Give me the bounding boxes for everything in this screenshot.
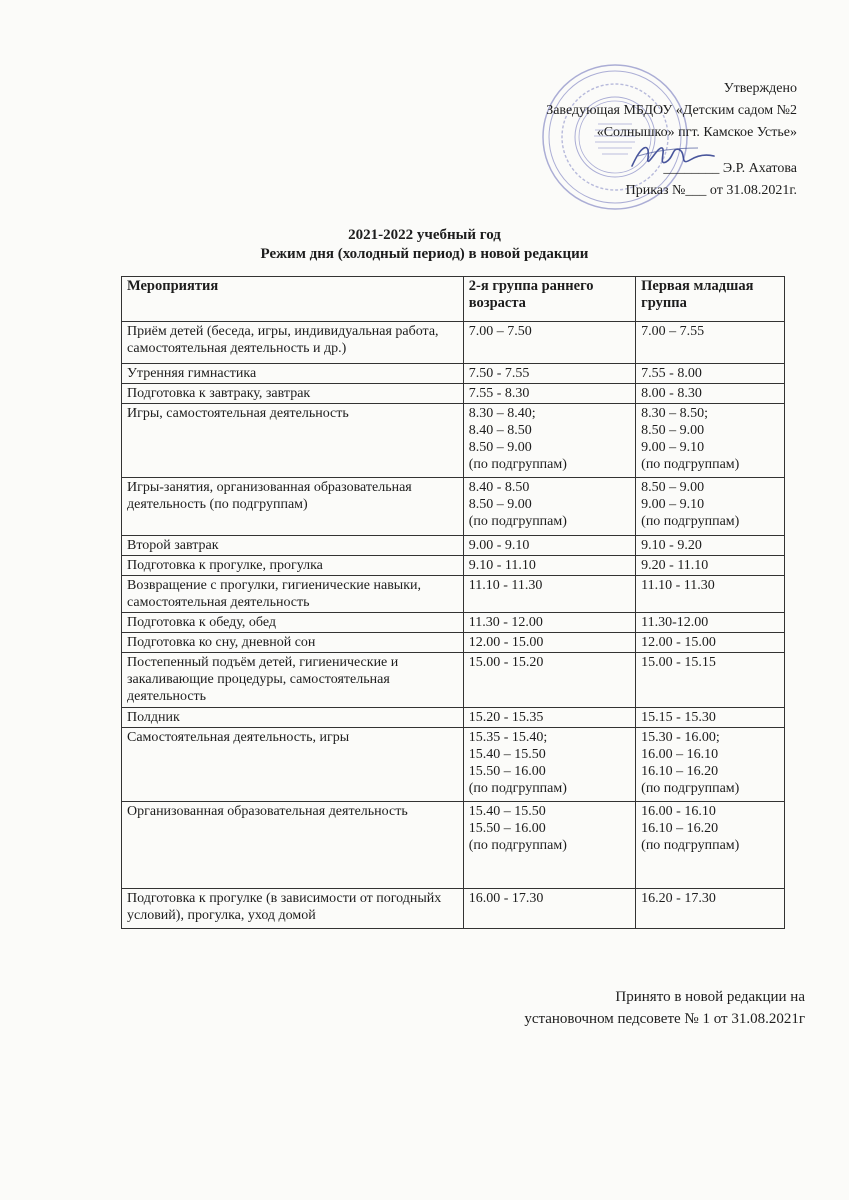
activity-cell: Постепенный подъём детей, гигиенические и закаливающие процедуры, самостоятельная деятельность xyxy=(122,653,464,708)
time-value: 8.50 – 9.00 xyxy=(641,423,705,438)
header-group-junior: Первая младшая группа xyxy=(636,277,785,322)
activity-cell: Подготовка ко сну, дневной сон xyxy=(122,633,464,653)
time-cell-early-group xyxy=(463,802,635,889)
table-row xyxy=(122,536,785,556)
time-value: 11.10 - 11.30 xyxy=(468,578,543,593)
time-cell-junior-group xyxy=(636,708,785,728)
time-value: 8.50 – 9.00 xyxy=(641,480,705,495)
table-row xyxy=(122,802,785,889)
activity-cell: Организованная образовательная деятельность xyxy=(122,802,464,889)
time-cell-early-group xyxy=(463,384,635,404)
time-cell-junior-group xyxy=(636,556,785,576)
schedule-table-body xyxy=(122,322,785,929)
time-value: (по подгруппам) xyxy=(641,457,740,472)
approval-position: Заведующая МБДОУ «Детским садом №2 xyxy=(546,103,797,118)
activity-cell: Игры-занятия, организованная образовательная деятельность (по подгруппам) xyxy=(122,478,464,536)
approval-block xyxy=(467,78,797,202)
time-value: (по подгруппам) xyxy=(641,781,740,796)
school-year-title: 2021-2022 учебный год xyxy=(348,227,501,243)
time-cell-early-group xyxy=(463,536,635,556)
time-value: 15.30 - 16.00; xyxy=(641,730,720,745)
time-value: 8.40 – 8.50 xyxy=(468,423,532,438)
time-cell-junior-group xyxy=(636,384,785,404)
time-value: 15.15 - 15.30 xyxy=(641,710,716,725)
document-title xyxy=(0,226,849,264)
time-value: 12.00 - 15.00 xyxy=(468,635,544,650)
time-cell-junior-group xyxy=(636,889,785,929)
time-cell-early-group xyxy=(463,708,635,728)
activity-cell: Подготовка к обеду, обед xyxy=(122,613,464,633)
table-row xyxy=(122,404,785,478)
time-cell-junior-group xyxy=(636,613,785,633)
time-cell-early-group xyxy=(463,633,635,653)
table-row xyxy=(122,478,785,536)
table-row xyxy=(122,708,785,728)
time-value: (по подгруппам) xyxy=(468,838,567,853)
time-value: 16.10 – 16.20 xyxy=(641,821,719,836)
table-row xyxy=(122,728,785,802)
time-value: 15.35 - 15.40; xyxy=(468,730,548,745)
approval-organization: «Солнышко» пгт. Камское Устье» xyxy=(596,125,797,140)
time-value: 15.00 - 15.20 xyxy=(468,655,544,670)
time-cell-junior-group xyxy=(636,404,785,478)
time-value: 16.00 - 16.10 xyxy=(641,804,716,819)
adoption-line-1: Принято в новой редакции на xyxy=(615,989,805,1005)
table-row xyxy=(122,322,785,364)
time-cell-junior-group xyxy=(636,364,785,384)
time-value: 11.30 - 12.00 xyxy=(468,615,543,630)
time-value: 15.50 – 16.00 xyxy=(468,764,546,779)
time-value: (по подгруппам) xyxy=(641,514,740,529)
time-cell-junior-group xyxy=(636,728,785,802)
time-value: 15.20 - 15.35 xyxy=(468,710,544,725)
time-cell-early-group xyxy=(463,322,635,364)
time-cell-junior-group xyxy=(636,802,785,889)
time-value: 9.00 – 9.10 xyxy=(641,497,705,512)
signer-name: Э.Р. Ахатова xyxy=(722,161,797,176)
activity-cell: Утренняя гимнастика xyxy=(122,364,464,384)
time-value: 15.40 – 15.50 xyxy=(468,804,546,819)
table-row xyxy=(122,556,785,576)
time-value: 11.30-12.00 xyxy=(641,615,709,630)
table-row xyxy=(122,653,785,708)
time-value: 8.00 - 8.30 xyxy=(641,386,702,401)
time-value: 16.00 - 17.30 xyxy=(468,891,544,906)
time-value: 7.00 – 7.55 xyxy=(641,324,705,339)
time-value: 9.10 - 9.20 xyxy=(641,538,702,553)
signature-blank: ________ xyxy=(663,161,720,176)
time-value: 8.40 - 8.50 xyxy=(468,480,530,495)
approval-signature-line xyxy=(467,158,797,180)
time-cell-early-group xyxy=(463,889,635,929)
time-value: 16.10 – 16.20 xyxy=(641,764,719,779)
time-value: 7.00 – 7.50 xyxy=(468,324,532,339)
time-value: 7.50 - 7.55 xyxy=(468,366,530,381)
time-cell-early-group xyxy=(463,478,635,536)
time-value: 15.00 - 15.15 xyxy=(641,655,716,670)
order-prefix: Приказ № xyxy=(625,183,686,198)
time-value: 9.10 - 11.10 xyxy=(468,558,536,573)
table-row xyxy=(122,384,785,404)
order-date: от 31.08.2021г. xyxy=(709,183,797,198)
activity-cell: Полдник xyxy=(122,708,464,728)
time-value: 8.30 – 8.50; xyxy=(641,406,709,421)
time-cell-junior-group xyxy=(636,322,785,364)
time-value: 8.50 – 9.00 xyxy=(468,440,532,455)
table-header-row xyxy=(122,277,785,322)
time-cell-early-group xyxy=(463,613,635,633)
time-value: 15.40 – 15.50 xyxy=(468,747,546,762)
header-activity: Мероприятия xyxy=(122,277,464,322)
table-row xyxy=(122,633,785,653)
time-value: 16.00 – 16.10 xyxy=(641,747,719,762)
time-value: (по подгруппам) xyxy=(468,781,567,796)
activity-cell: Возвращение с прогулки, гигиенические навыки, самостоятельная деятельность xyxy=(122,576,464,613)
schedule-title: Режим дня (холодный период) в новой редакции xyxy=(260,246,589,262)
order-number-blank: ___ xyxy=(685,183,707,198)
time-value: 16.20 - 17.30 xyxy=(641,891,716,906)
activity-cell: Самостоятельная деятельность, игры xyxy=(122,728,464,802)
time-value: 9.20 - 11.10 xyxy=(641,558,709,573)
time-value: (по подгруппам) xyxy=(468,457,567,472)
activity-cell: Приём детей (беседа, игры, индивидуальная работа, самостоятельная деятельность и др.) xyxy=(122,322,464,364)
time-value: 7.55 - 8.30 xyxy=(468,386,530,401)
time-value: (по подгруппам) xyxy=(468,514,567,529)
schedule-table xyxy=(121,276,785,929)
time-value: 11.10 - 11.30 xyxy=(641,578,715,593)
activity-cell: Подготовка к завтраку, завтрак xyxy=(122,384,464,404)
table-row xyxy=(122,889,785,929)
time-cell-junior-group xyxy=(636,478,785,536)
activity-cell: Подготовка к прогулке, прогулка xyxy=(122,556,464,576)
time-cell-early-group xyxy=(463,404,635,478)
time-value: 8.30 – 8.40; xyxy=(468,406,536,421)
time-cell-junior-group xyxy=(636,653,785,708)
time-cell-junior-group xyxy=(636,633,785,653)
time-value: 15.50 – 16.00 xyxy=(468,821,546,836)
time-cell-early-group xyxy=(463,728,635,802)
time-value: 8.50 – 9.00 xyxy=(468,497,532,512)
time-value: 7.55 - 8.00 xyxy=(641,366,702,381)
activity-cell: Подготовка к прогулке (в зависимости от погодныйх условий), прогулка, уход домой xyxy=(122,889,464,929)
time-cell-early-group xyxy=(463,653,635,708)
approval-order-line xyxy=(467,180,797,202)
time-cell-junior-group xyxy=(636,576,785,613)
header-group-early: 2-я группа раннего возраста xyxy=(463,277,635,322)
activity-cell: Второй завтрак xyxy=(122,536,464,556)
adoption-line-2: установочном педсовете № 1 от 31.08.2021г xyxy=(524,1011,805,1027)
time-cell-early-group xyxy=(463,576,635,613)
table-row xyxy=(122,613,785,633)
time-value: (по подгруппам) xyxy=(641,838,740,853)
table-row xyxy=(122,364,785,384)
time-cell-junior-group xyxy=(636,536,785,556)
approval-heading: Утверждено xyxy=(723,81,797,96)
time-value: 12.00 - 15.00 xyxy=(641,635,716,650)
activity-cell: Игры, самостоятельная деятельность xyxy=(122,404,464,478)
time-cell-early-group xyxy=(463,556,635,576)
time-value: 9.00 – 9.10 xyxy=(641,440,705,455)
table-row xyxy=(122,576,785,613)
time-value: 9.00 - 9.10 xyxy=(468,538,530,553)
adoption-note xyxy=(524,986,805,1030)
time-cell-early-group xyxy=(463,364,635,384)
